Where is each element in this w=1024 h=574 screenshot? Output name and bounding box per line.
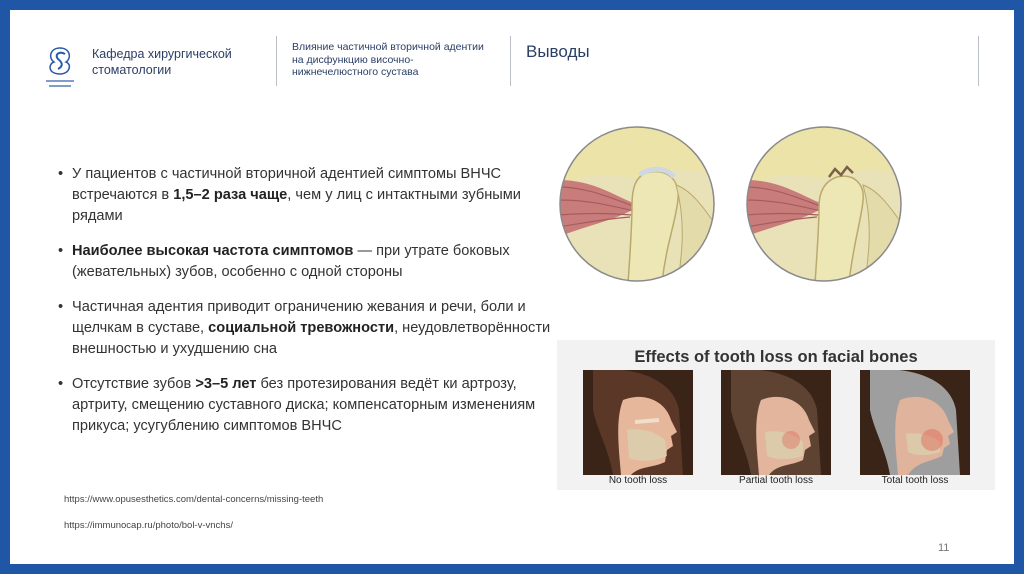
bullet-emphasis: социальной тревожности: [208, 320, 395, 336]
bullet-fragment: без протезирования ведёт ки артрозу, артриту, смещению суставного диска; компенсаторным изменениям прикуса; усугублению симптомов ВНЧС: [72, 376, 536, 434]
bullet-fragment: , неудовлетворённости внешностью и ухудшению сна: [72, 320, 551, 357]
bullet-fragment: — при утрате боковых (жевательных) зубов, особенно с одной стороны: [72, 243, 510, 280]
bullet-fragment: У пациентов с частичной вторичной адентией симптомы ВНЧС встречаются в: [72, 166, 502, 203]
header-divider: [978, 36, 979, 86]
bullet-fragment: Частичная адентия приводит ограничению жевания и речи, боли и щелчкам в суставе,: [72, 299, 526, 336]
source-link[interactable]: https://www.opusesthetics.com/dental-concerns/missing-teeth: [64, 494, 324, 505]
face-partial-tooth-loss-image: [721, 370, 831, 475]
page-number: 11: [938, 542, 950, 554]
header-divider: [510, 36, 511, 86]
bullet-text: [72, 299, 550, 357]
presentation-topic: Влияние частичной вторичной адентии на дисфункцию височно-нижнечелюстного сустава: [292, 41, 484, 78]
bullet-text: [72, 376, 535, 434]
section-title: Выводы: [526, 42, 590, 61]
tmj-joint-image: [558, 125, 716, 283]
figure-title: Effects of tooth loss on facial bones: [634, 348, 918, 366]
tmj-joint-image: [745, 125, 903, 283]
figure-caption: Partial tooth loss: [739, 475, 813, 486]
bullet-item: • Отсутствие зубов >3–5 лет без протезирования ведёт ки артрозу, артриту, смещению суставного диска; компенсаторным изменениям прикуса; усугублению симптомов ВНЧС: [58, 376, 536, 434]
facial-bones-figure: [557, 340, 995, 490]
bullet-text: [72, 243, 510, 280]
conclusions-list: [58, 164, 558, 451]
header-divider: [276, 36, 277, 86]
face-total-tooth-loss-image: [860, 370, 970, 475]
bullet-fragment: , чем у лиц с интактными зубными рядами: [72, 187, 521, 224]
figure-caption: Total tooth loss: [881, 475, 949, 486]
slide: [10, 10, 1014, 564]
figure-caption: No tooth loss: [608, 475, 668, 486]
bullet-item: • Частичная адентия приводит ограничению жевания и речи, боли и щелчкам в суставе, социальной тревожности, неудовлетворённости внешностью и ухудшению сна: [58, 299, 551, 357]
department-name: Кафедра хирургической стоматологии: [92, 47, 232, 77]
bullet-emphasis: Наиболее высокая частота симптомов: [72, 243, 354, 259]
bullet-emphasis: 1,5–2 раза чаще: [173, 187, 288, 203]
bullet-item: • У пациентов с частичной вторичной адентией симптомы ВНЧС встречаются в 1,5–2 раза чаще, чем у лиц с интактными зубными рядами: [58, 166, 521, 224]
bullet-fragment: Отсутствие зубов: [72, 376, 196, 392]
source-link[interactable]: https://immunocap.ru/photo/bol-v-vnchs/: [64, 520, 233, 531]
bullet-emphasis: >3–5 лет: [195, 376, 257, 392]
university-logo: [40, 42, 80, 94]
face-no-tooth-loss-image: [583, 370, 693, 475]
bullet-text: [72, 166, 521, 224]
bullet-item: • Наиболее высокая частота симптомов — при утрате боковых (жевательных) зубов, особенно с одной стороны: [58, 243, 510, 280]
